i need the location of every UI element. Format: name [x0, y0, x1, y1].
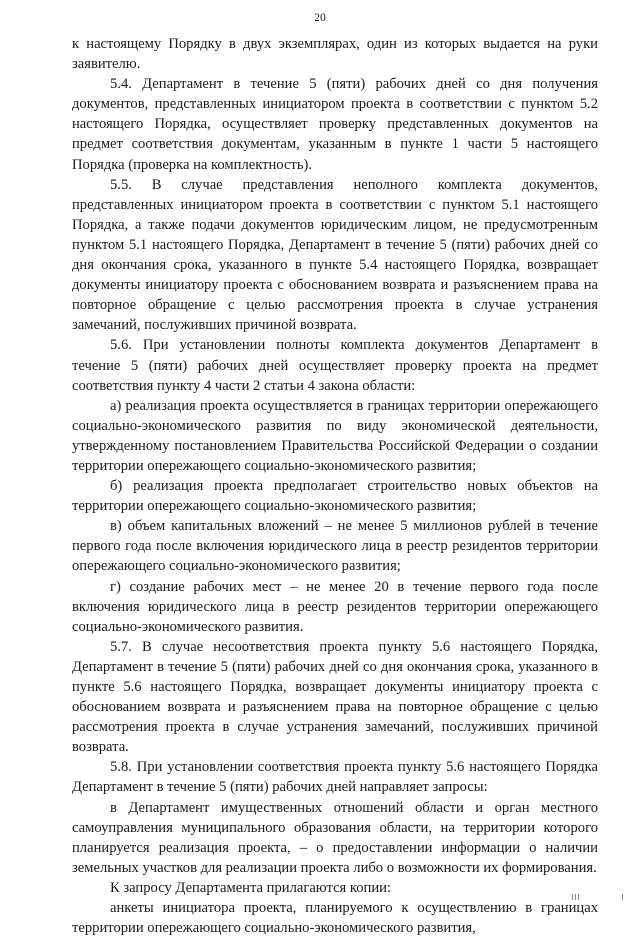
paragraph-5-8-request: в Департамент имущественных отношений области и орган местного самоуправления муниципального образования области, на территории которого планируется реализация проекта, – о предоставлении информации о наличии земельных участков для реализации проекта либо о возможности их формирования.: [72, 799, 598, 876]
paragraph-5-6: 5.6. При установлении полноты комплекта документов Департамент в течение 5 (пяти) рабочих дней осуществляет проверку проекта на предмет соответствия пункту 4 части 2 статьи 4 закона области:: [72, 337, 598, 394]
paragraph-5-6-item-g: г) создание рабочих мест – не менее 20 в течение первого года после включения юридического лица в реестр резидентов территории опережающего социально-экономического развития.: [72, 578, 598, 635]
document-body: [72, 34, 598, 938]
paragraph-continuation: к настоящему Порядку в двух экземплярах, один из которых выдается на руки заявителю.: [72, 36, 598, 73]
paragraph-5-6-item-v: в) объем капитальных вложений – не менее 5 миллионов рублей в течение первого года после включения юридического лица в реестр резидентов территории опережающего социально-экономического развития;: [72, 518, 598, 575]
scan-artifact-marks: [572, 893, 624, 901]
scan-footer-mark: [572, 893, 624, 904]
paragraph-5-6-item-b: б) реализация проекта предполагает строительство новых объектов на территории опережающего социально-экономического развития;: [72, 478, 598, 515]
paragraph-5-7: 5.7. В случае несоответствия проекта пункту 5.6 настоящего Порядка, Департамент в течение 5 (пяти) рабочих дней со дня окончания срока, указанного в пункте 5.6 настоящего Порядка, возвращает документы инициатору проекта с обоснованием возврата и разъяснением права на повторное обращение с целью рассмотрения проекта в случае устранения замечаний, послуживших причиной возврата.: [72, 638, 598, 756]
paragraph-attachments-heading: К запросу Департамента прилагаются копии:: [110, 879, 392, 896]
paragraph-5-5: 5.5. В случае представления неполного комплекта документов, представленных инициатором проекта в соответствии с пунктом 5.1 настоящего Порядка, а также подачи документов юридическим лицом, не предусмотренным пунктом 5.1 настоящего Порядка, Департамент в течение 5 (пяти) рабочих дней со дня окончания срока, указанного в пункте 5.4 настоящего Порядка, возвращает документы инициатору проекта с обоснованием возврата и разъяснением права на повторное обращение с целью рассмотрения проекта в случае устранения замечаний, послуживших причиной возврата.: [72, 176, 598, 334]
paragraph-attachment-item: анкеты инициатора проекта, планируемого к осуществлению в границах территории опережающего социально-экономического развития,: [72, 900, 598, 937]
paragraph-5-8: 5.8. При установлении соответствия проекта пункту 5.6 настоящего Порядка Департамент в течение 5 (пяти) рабочих дней направляет запросы:: [72, 759, 598, 796]
page-number: 20: [314, 12, 326, 24]
paragraph-5-6-item-a: а) реализация проекта осуществляется в границах территории опережающего социально-экономического развития по виду экономической деятельности, утвержденному постановлением Правительства Российской Федерации о создании территории опережающего социально-экономического развития;: [72, 397, 598, 474]
paragraph-5-4: 5.4. Департамент в течение 5 (пяти) рабочих дней со дня получения документов, представленных инициатором проекта в соответствии с пунктом 5.2 настоящего Порядка, осуществляет проверку представленных документов на предмет соответствия документам, указанным в пункте 1 части 5 настоящего Порядка (проверка на комплектность).: [72, 76, 598, 173]
